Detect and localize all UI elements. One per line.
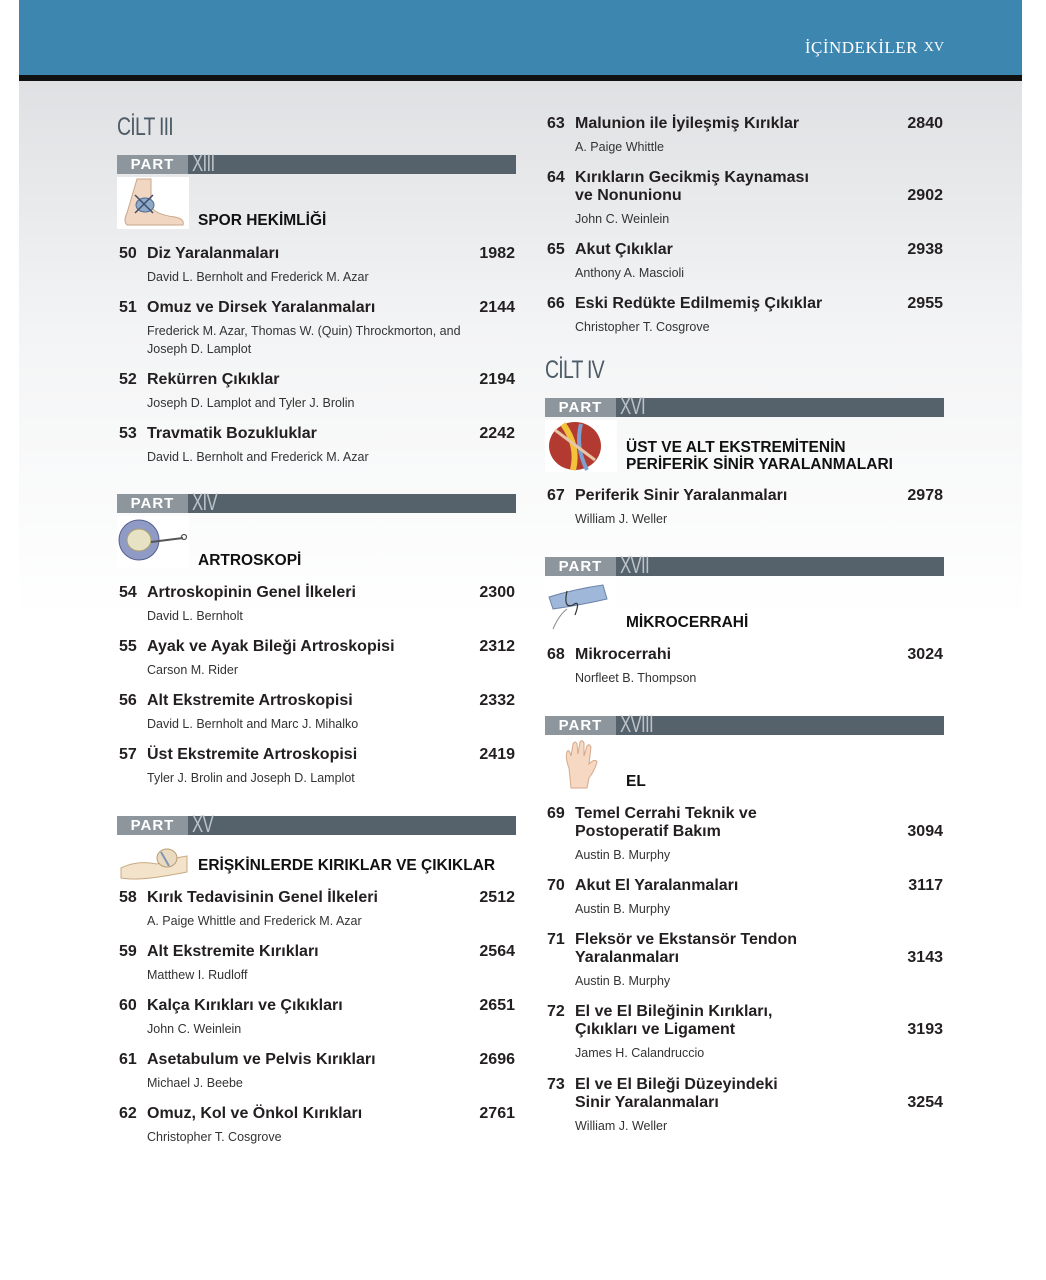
chapter-authors: David L. Bernholt and Frederick M. Azar	[147, 450, 369, 464]
chapter-page: 2902	[907, 187, 943, 204]
chapter-number: 54	[119, 584, 137, 601]
chapter-page: 2651	[479, 997, 515, 1014]
chapter-number: 53	[119, 425, 137, 442]
chapter-page: 2978	[907, 487, 943, 504]
chapter-number: 68	[547, 646, 565, 663]
part-label: PART	[545, 398, 616, 417]
chapter-title: Artroskopinin Genel İlkeleri	[147, 584, 356, 601]
chapter-number: 52	[119, 371, 137, 388]
chapter-page: 3193	[907, 1021, 943, 1038]
chapter-authors: A. Paige Whittle and Frederick M. Azar	[147, 914, 362, 928]
chapter-page: 1982	[479, 245, 515, 262]
chapter-page: 2696	[479, 1051, 515, 1068]
part-number: XVIII	[620, 711, 653, 738]
chapter-authors: Norfleet B. Thompson	[575, 671, 697, 685]
part-label: PART	[117, 494, 188, 513]
chapter-page: 2300	[479, 584, 515, 601]
chapter-number: 71	[547, 931, 565, 948]
chapter-title: Travmatik Bozukluklar	[147, 425, 317, 442]
chapter-title: Akut El Yaralanmaları	[575, 877, 739, 894]
chapter-number: 65	[547, 241, 565, 258]
chapter-title: Temel Cerrahi Teknik ve	[575, 805, 757, 822]
chapter-authors: William J. Weller	[575, 1119, 668, 1133]
chapter-authors: David L. Bernholt and Frederick M. Azar	[147, 270, 369, 284]
chapter-number: 63	[547, 115, 565, 132]
chapter-authors: Frederick M. Azar, Thomas W. (Quin) Throckmorton, and	[147, 324, 461, 338]
part-number: XVI	[620, 393, 645, 420]
chapter-title: El ve El Bileği Düzeyindeki	[575, 1076, 778, 1093]
part-label: PART	[545, 557, 616, 576]
chapter-page: 2419	[479, 746, 515, 763]
chapter-title: Asetabulum ve Pelvis Kırıkları	[147, 1051, 376, 1068]
chapter-page: 3094	[907, 823, 943, 840]
chapter-title: Diz Yaralanmaları	[147, 245, 280, 262]
chapter-authors: Joseph D. Lamplot and Tyler J. Brolin	[147, 396, 355, 410]
part-number: XV	[192, 811, 214, 838]
chapter-authors: William J. Weller	[575, 512, 668, 526]
chapter-authors: Christopher T. Cosgrove	[575, 320, 710, 334]
knee-arthroscopy-icon	[117, 516, 189, 568]
part-label: PART	[545, 716, 616, 735]
volume-heading: CİLT IV	[545, 356, 604, 384]
chapter-authors: Matthew I. Rudloff	[147, 968, 248, 982]
chapter-title: Mikrocerrahi	[575, 646, 672, 663]
chapter-number: 56	[119, 692, 137, 709]
chapter-number: 70	[547, 877, 565, 894]
chapter-number: 62	[119, 1105, 137, 1122]
chapter-authors: John C. Weinlein	[147, 1022, 242, 1036]
part-number: XVII	[620, 552, 649, 579]
chapter-title: ve Nonunionu	[575, 187, 682, 204]
part-label: PART	[117, 155, 188, 174]
chapter-authors: David L. Bernholt and Marc J. Mihalko	[147, 717, 359, 731]
part-title: PERİFERİK SİNİR YARALANMALARI	[626, 456, 893, 473]
chapter-title: Kırıkların Gecikmiş Kaynaması	[575, 169, 809, 186]
chapter-title: Akut Çıkıklar	[575, 241, 673, 258]
chapter-title: Sinir Yaralanmaları	[575, 1094, 719, 1111]
chapter-page: 2955	[907, 295, 943, 312]
part-bar	[117, 150, 516, 177]
chapter-number: 51	[119, 299, 137, 316]
chapter-page: 3143	[907, 949, 943, 966]
part-number: XIV	[192, 489, 217, 516]
chapter-title: Rekürren Çıkıklar	[147, 371, 280, 388]
chapter-title: Üst Ekstremite Artroskopisi	[147, 746, 358, 763]
chapter-authors: Christopher T. Cosgrove	[147, 1130, 282, 1144]
ankle-anatomy-icon	[117, 177, 189, 229]
chapter-title: Kalça Kırıkları ve Çıkıkları	[147, 997, 343, 1014]
chapter-authors: Joseph D. Lamplot	[147, 342, 252, 356]
chapter-number: 50	[119, 245, 137, 262]
chapter-authors: John C. Weinlein	[575, 212, 670, 226]
vessel-suture-icon	[545, 579, 617, 631]
chapter-number: 60	[119, 997, 137, 1014]
chapter-title: Malunion ile İyileşmiş Kırıklar	[575, 115, 800, 132]
chapter-title: Yaralanmaları	[575, 949, 680, 966]
chapter-number: 72	[547, 1003, 565, 1020]
chapter-number: 69	[547, 805, 565, 822]
part-bar	[545, 552, 944, 579]
chapter-authors: Anthony A. Mascioli	[575, 266, 685, 280]
chapter-page: 3117	[908, 877, 943, 894]
chapter-authors: Michael J. Beebe	[147, 1076, 243, 1090]
chapter-page: 2840	[907, 115, 943, 132]
chapter-number: 59	[119, 943, 137, 960]
part-title: MİKROCERRAHİ	[626, 614, 749, 631]
chapter-authors: Carson M. Rider	[147, 663, 238, 677]
part-title: SPOR HEKİMLİĞİ	[198, 212, 327, 229]
chapter-number: 64	[547, 169, 565, 186]
chapter-authors: A. Paige Whittle	[575, 140, 664, 154]
chapter-page: 2332	[479, 692, 515, 709]
part-label: PART	[117, 816, 188, 835]
part-bar	[117, 811, 516, 838]
chapter-authors: David L. Bernholt	[147, 609, 243, 623]
chapter-number: 57	[119, 746, 137, 763]
part-title: ARTROSKOPİ	[198, 552, 302, 569]
chapter-authors: Tyler J. Brolin and Joseph D. Lamplot	[147, 771, 355, 785]
nerve-anatomy-icon	[545, 420, 617, 472]
chapter-title: El ve El Bileğinin Kırıkları,	[575, 1003, 773, 1020]
chapter-page: 2938	[907, 241, 943, 258]
chapter-authors: Austin B. Murphy	[575, 902, 671, 916]
chapter-number: 58	[119, 889, 137, 906]
chapter-title: Periferik Sinir Yaralanmaları	[575, 487, 788, 504]
chapter-page: 2761	[479, 1105, 515, 1122]
chapter-page: 2564	[479, 943, 515, 960]
chapter-page: 3254	[907, 1094, 943, 1111]
part-bar	[545, 711, 944, 738]
header-title: İÇİNDEKİLER	[804, 38, 918, 57]
chapter-title: Alt Ekstremite Kırıkları	[147, 943, 319, 960]
chapter-number: 55	[119, 638, 137, 655]
chapter-authors: Austin B. Murphy	[575, 848, 671, 862]
chapter-number: 66	[547, 295, 565, 312]
page-number: XV	[923, 40, 944, 55]
chapter-number: 67	[547, 487, 565, 504]
chapter-title: Kırık Tedavisinin Genel İlkeleri	[147, 889, 378, 906]
part-bar	[117, 489, 516, 516]
chapter-title: Omuz, Kol ve Önkol Kırıkları	[147, 1105, 363, 1122]
fracture-bone-icon	[117, 838, 189, 890]
chapter-title: Eski Redükte Edilmemiş Çıkıklar	[575, 295, 823, 312]
chapter-number: 61	[119, 1051, 137, 1068]
chapter-title: Çıkıkları ve Ligament	[575, 1021, 736, 1038]
part-number: XIII	[192, 150, 215, 177]
chapter-page: 2144	[479, 299, 515, 316]
part-bar	[545, 393, 944, 420]
part-title: ÜST VE ALT EKSTREMİTENİN	[626, 439, 846, 456]
part-title: ERİŞKİNLERDE KIRIKLAR VE ÇIKIKLAR	[198, 857, 496, 874]
chapter-page: 2512	[479, 889, 515, 906]
chapter-page: 3024	[907, 646, 943, 663]
chapter-page: 2312	[479, 638, 515, 655]
part-title: EL	[626, 773, 646, 790]
chapter-page: 2242	[479, 425, 515, 442]
chapter-number: 73	[547, 1076, 565, 1093]
chapter-title: Fleksör ve Ekstansör Tendon	[575, 931, 797, 948]
hand-icon	[545, 738, 617, 790]
chapter-title: Alt Ekstremite Artroskopisi	[147, 692, 353, 709]
chapter-title: Postoperatif Bakım	[575, 823, 721, 840]
chapter-title: Omuz ve Dirsek Yaralanmaları	[147, 299, 376, 316]
volume-heading: CİLT III	[117, 113, 173, 141]
header-rule	[19, 75, 1022, 81]
chapter-authors: James H. Calandruccio	[575, 1046, 705, 1060]
chapter-authors: Austin B. Murphy	[575, 974, 671, 988]
chapter-page: 2194	[479, 371, 515, 388]
chapter-title: Ayak ve Ayak Bileği Artroskopisi	[147, 638, 395, 655]
